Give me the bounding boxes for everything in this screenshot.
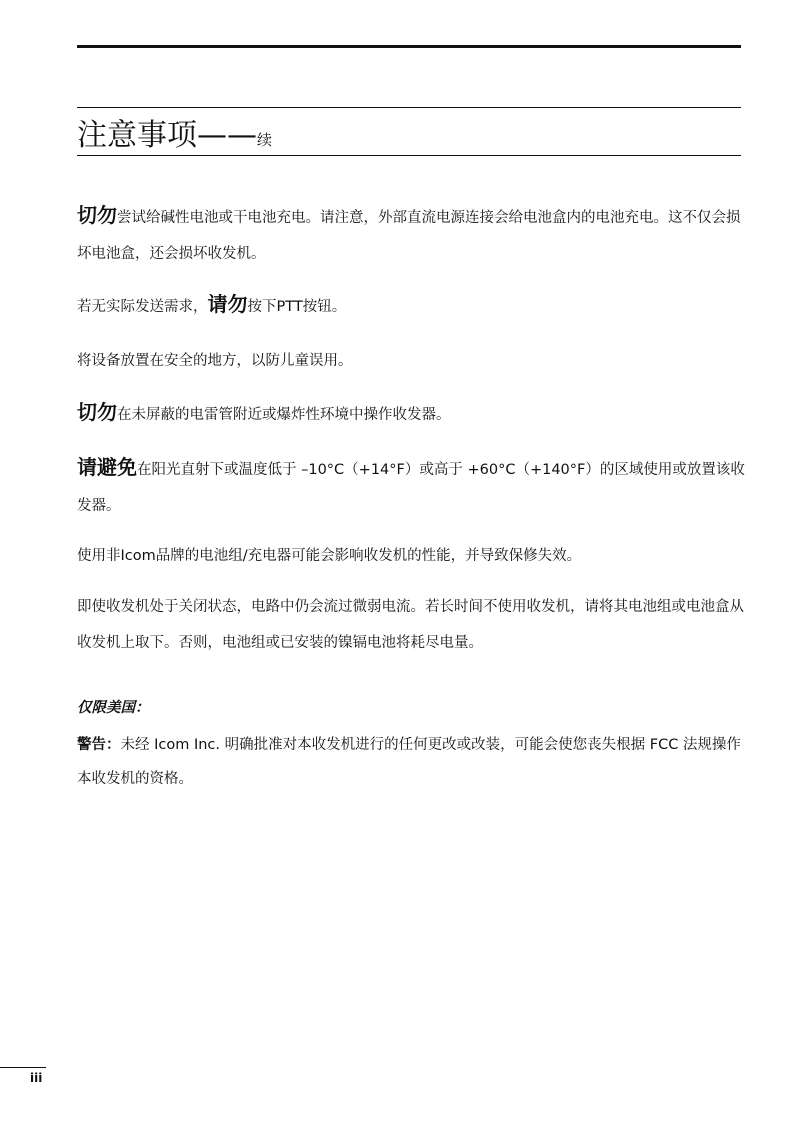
paragraph-battery-charging [77, 197, 745, 272]
warning-label: 警告： [77, 737, 121, 753]
paragraph-text: 尝试给碱性电池或干电池充电。请注意，外部直流电源连接会给电池盒内的电池充电。这不仅会损坏电池盒，还会损坏收发机。 [77, 210, 741, 262]
paragraph-text-before: 若无实际发送需求， [77, 299, 208, 315]
paragraph-text: 使用非Icom品牌的电池组/充电器可能会影响收发机的性能，并导致保修失效。 [77, 548, 582, 564]
page-title [77, 118, 272, 158]
page-number: iii [30, 1071, 43, 1085]
paragraph-ptt [77, 286, 745, 325]
emphasis-do-not: 请勿 [207, 292, 248, 316]
fcc-warning [77, 728, 745, 796]
title-main: 注意事项 [77, 118, 197, 153]
title-top-rule [77, 107, 741, 108]
usa-only-heading: 仅限美国： [77, 700, 150, 716]
title-bottom-rule [77, 155, 741, 156]
paragraph-text: 即使收发机处于关闭状态，电路中仍会流过微弱电流。若长时间不使用收发机，请将其电池组或电池盒从收发机上取下。否则，电池组或已安装的镍镉电池将耗尽电量。 [77, 599, 744, 651]
paragraph-temperature [77, 449, 745, 524]
paragraph-text: 在未屏蔽的电雷管附近或爆炸性环境中操作收发器。 [117, 407, 451, 423]
paragraph-text: 在阳光直射下或温度低于 –10°C（+14°F）或高于 +60°C（+140°F）的区域使用或放置该收发器。 [77, 462, 745, 514]
paragraph-text: 将设备放置在安全的地方，以防儿童误用。 [77, 353, 353, 369]
paragraph-safe-place [77, 343, 745, 379]
paragraph-non-icom [77, 538, 745, 574]
top-rule [77, 45, 741, 48]
title-dash: —— [197, 118, 257, 153]
footer-rule [0, 1067, 46, 1068]
paragraph-standby-current [77, 589, 745, 661]
emphasis-never: 切勿 [77, 203, 117, 227]
paragraph-text-after: 按下PTT按钮。 [247, 299, 347, 315]
emphasis-never: 切勿 [77, 400, 117, 424]
warning-text: 未经 Icom Inc. 明确批准对本收发机进行的任何更改或改装，可能会使您丧失根据 FCC 法规操作本收发机的资格。 [77, 737, 741, 787]
emphasis-avoid: 请避免 [77, 455, 137, 479]
paragraph-detonators [77, 394, 745, 433]
title-continued: 续 [257, 131, 273, 149]
